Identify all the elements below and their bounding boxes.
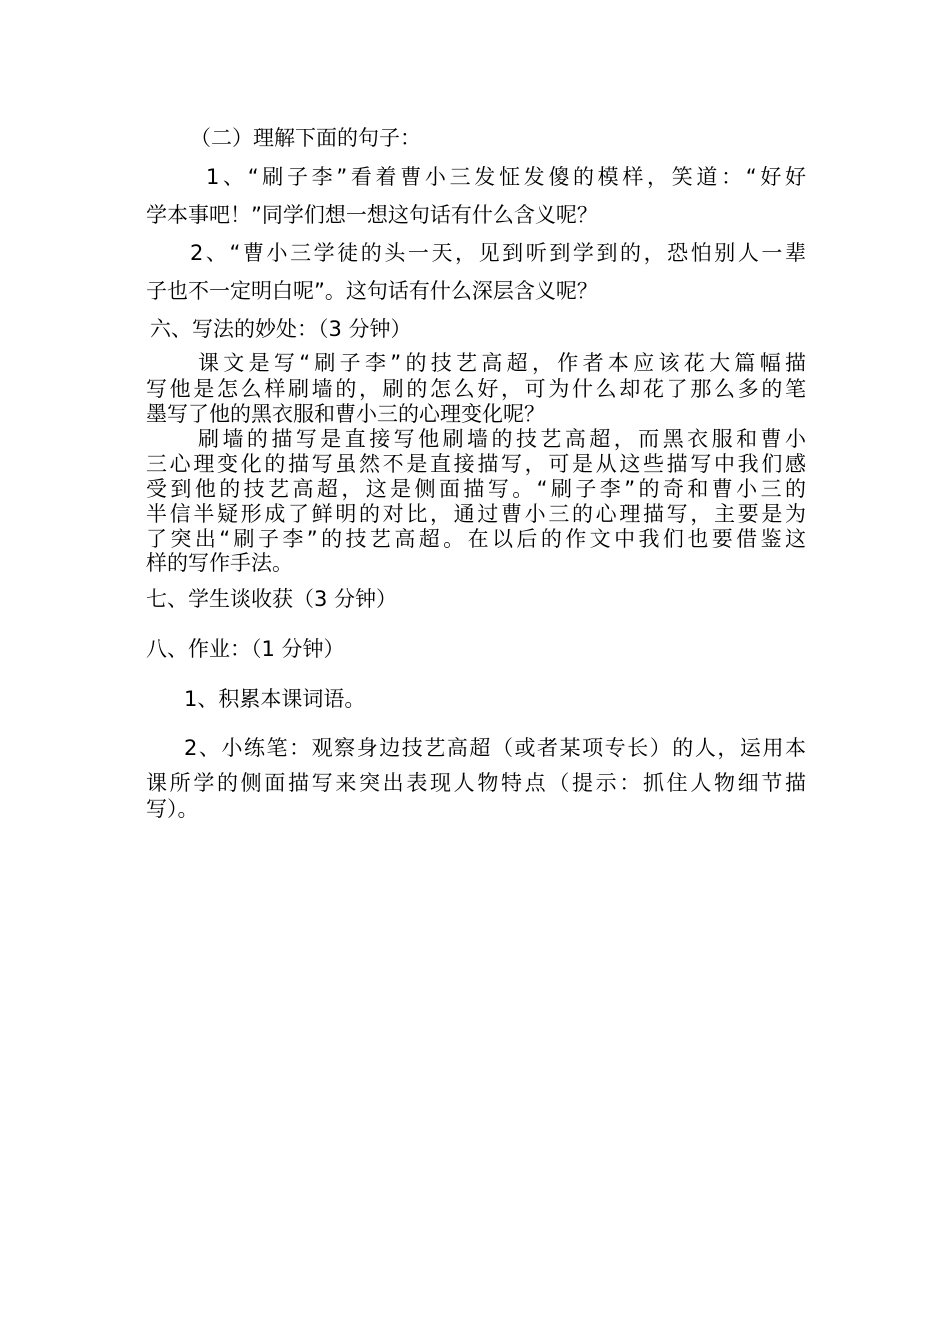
heading-eight: 八、作业：（1 分钟） — [146, 637, 345, 661]
para2-line5: 了突出“刷子李”的技艺高超。在以后的作文中我们也要借鉴这 — [146, 527, 806, 551]
para2-line1: 刷墙的描写是直接写他刷墙的技艺高超，而黑衣服和曹小 — [198, 427, 806, 451]
para2-line6: 样的写作手法。 — [146, 551, 293, 575]
para1-line1: 课文是写“刷子李”的技艺高超，作者本应该花大篇幅描 — [198, 351, 806, 375]
heading-six: 六、写法的妙处：（3 分钟） — [150, 317, 412, 341]
para2-line2: 三心理变化的描写虽然不是直接描写，可是从这些描写中我们感 — [146, 452, 806, 476]
item2-line1: 2、“曹小三学徒的头一天，见到听到学到的，恐怕别人一辈 — [190, 241, 806, 265]
para2-line3: 受到他的技艺高超，这是侧面描写。“刷子李”的奇和曹小三的 — [146, 477, 806, 501]
para1-line3: 墨写了他的黑衣服和曹小三的心理变化呢？ — [146, 402, 545, 426]
item2-line2: 子也不一定明白呢”。这句话有什么深层含义呢？ — [146, 279, 598, 303]
homework-item2-line2: 课所学的侧面描写来突出表现人物特点（提示：抓住人物细节描 — [146, 771, 806, 795]
section2-heading: （二）理解下面的句子： — [190, 126, 421, 150]
homework-item2-line3: 写）。 — [146, 797, 199, 821]
item1-line2: 学本事吧！”同学们想一想这句话有什么含义呢？ — [146, 203, 598, 227]
para1-line2: 写他是怎么样刷墙的，刷的怎么好，可为什么却花了那么多的笔 — [146, 377, 806, 401]
para2-line4: 半信半疑形成了鲜明的对比，通过曹小三的心理描写，主要是为 — [146, 502, 806, 526]
homework-item1: 1、积累本课词语。 — [184, 687, 366, 711]
item1-line1: 1、“刷子李”看着曹小三发怔发傻的模样，笑道：“好好 — [206, 165, 806, 189]
homework-item2-line1: 2、小练笔：观察身边技艺高超（或者某项专长）的人，运用本 — [184, 736, 806, 760]
heading-seven: 七、学生谈收获（3 分钟） — [146, 587, 398, 611]
